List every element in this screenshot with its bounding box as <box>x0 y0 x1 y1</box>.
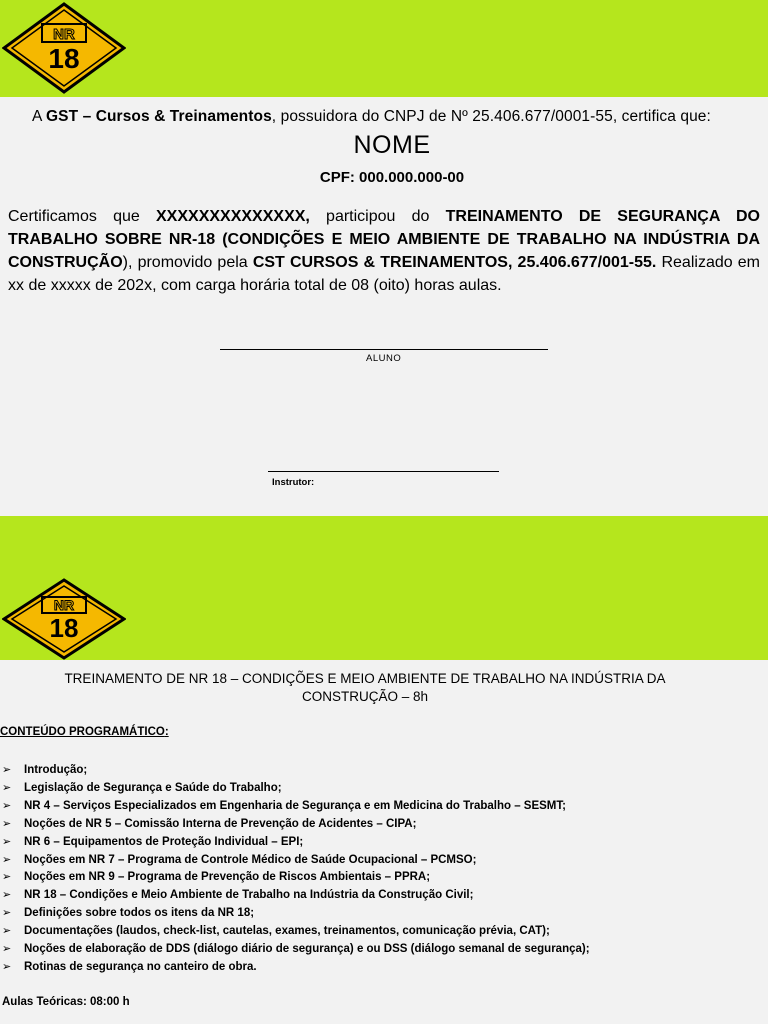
recipient-name: NOME <box>353 131 431 159</box>
program-heading-colon: : <box>164 726 169 738</box>
program-heading-text: CONTEÚDO PROGRAMÁTICO <box>0 726 165 738</box>
logo-line2: 18 <box>48 43 80 74</box>
arrow-bullet-icon: ➢ <box>2 871 12 884</box>
nr18-logo <box>2 2 126 82</box>
list-item <box>0 887 590 905</box>
list-item <box>0 905 590 923</box>
topic-text: Noções em NR 7 – Programa de Controle Médico de Saúde Ocupacional – PCMSO; <box>24 853 477 866</box>
topic-text: NR 18 – Condições e Meio Ambiente de Trabalho na Indústria da Construção Civil; <box>24 889 474 902</box>
topic-text: NR 4 – Serviços Especializados em Engenharia de Segurança e em Medicina do Trabalho – SESMT; <box>24 799 566 812</box>
topic-text: NR 6 – Equipamentos de Proteção Individual – EPI; <box>24 835 304 848</box>
list-item <box>0 959 590 977</box>
list-item <box>0 780 590 798</box>
instructor-label: Instrutor: <box>272 477 315 488</box>
topic-text: Introdução; <box>24 764 88 776</box>
list-item <box>0 834 590 852</box>
arrow-bullet-icon: ➢ <box>2 943 12 956</box>
theory-hours: Aulas Teóricas: 08:00 h <box>2 996 130 1008</box>
body-part: Realizado em xx de xxxxx de 202x, com carga horária total de 08 (oito) horas aulas. <box>8 254 761 294</box>
certificate-body <box>8 205 760 297</box>
topic-list <box>0 762 590 977</box>
program-heading <box>0 726 169 738</box>
participant-placeholder: XXXXXXXXXXXXXX, <box>156 208 310 225</box>
topic-text: Definições sobre todos os itens da NR 18; <box>24 907 255 920</box>
arrow-bullet-icon: ➢ <box>2 960 12 973</box>
arrow-bullet-icon: ➢ <box>2 817 12 830</box>
arrow-bullet-icon: ➢ <box>2 925 12 938</box>
body-part: Certificamos que <box>8 208 156 225</box>
arrow-bullet-icon: ➢ <box>2 835 12 848</box>
arrow-bullet-icon: ➢ <box>2 799 12 812</box>
recipient-cpf: CPF: 000.000.000-00 <box>319 169 465 186</box>
arrow-bullet-icon: ➢ <box>2 889 12 902</box>
topic-text: Rotinas de segurança no canteiro de obra. <box>24 960 257 973</box>
list-item <box>0 798 590 816</box>
list-item <box>0 923 590 941</box>
topic-text: Legislação de Segurança e Saúde do Trabalho; <box>24 781 282 794</box>
nr18-logo <box>2 578 126 658</box>
instructor-signature-line <box>268 471 499 472</box>
body-part: ), promovido pela <box>122 254 253 271</box>
topic-text: Documentações (laudos, check-list, cautelas, exames, treinamentos, comunicação prévia, CAT); <box>24 925 550 938</box>
arrow-bullet-icon: ➢ <box>2 781 12 794</box>
arrow-bullet-icon: ➢ <box>2 907 12 920</box>
logo-line1: NR <box>53 26 75 43</box>
list-item <box>0 869 590 887</box>
student-label: ALUNO <box>366 353 402 364</box>
logo-line1: NR <box>53 597 75 613</box>
training-name: TREINAMENTO DE SEGURANÇA DO TRABALHO SOBRE NR-18 (CONDIÇÕES E MEIO AMBIENTE DE TRABALHO NA INDÚSTRIA DA CONSTRUÇÃO <box>8 208 760 271</box>
intro-suffix: , possuidora do CNPJ de Nº 25.406.677/0001-55, certifica que: <box>271 108 711 125</box>
logo-line2: 18 <box>49 613 79 643</box>
provider-name: CST CURSOS & TREINAMENTOS, 25.406.677/001-55. <box>252 254 657 271</box>
topic-text: Noções em NR 9 – Programa de Prevenção de Riscos Ambientais – PPRA; <box>24 871 431 884</box>
student-signature-line <box>220 349 548 350</box>
list-item <box>0 762 590 780</box>
topic-text: Noções de NR 5 – Comissão Interna de Prevenção de Acidentes – CIPA; <box>24 817 417 830</box>
list-item <box>0 816 590 834</box>
certificate-intro <box>32 108 762 126</box>
topic-text: Noções de elaboração de DDS (diálogo diário de segurança) e ou DSS (diálogo semanal de segurança); <box>24 943 590 956</box>
list-item <box>0 852 590 870</box>
body-part: participou do <box>309 208 446 225</box>
course-title: TREINAMENTO DE NR 18 – CONDIÇÕES E MEIO AMBIENTE DE TRABALHO NA INDÚSTRIA DA CONSTRUÇÃO – 8h <box>64 671 666 704</box>
intro-prefix: A <box>32 108 46 125</box>
list-item <box>0 941 590 959</box>
arrow-bullet-icon: ➢ <box>2 764 12 776</box>
company-name: GST – Cursos & Treinamentos <box>46 108 272 125</box>
arrow-bullet-icon: ➢ <box>2 853 12 866</box>
